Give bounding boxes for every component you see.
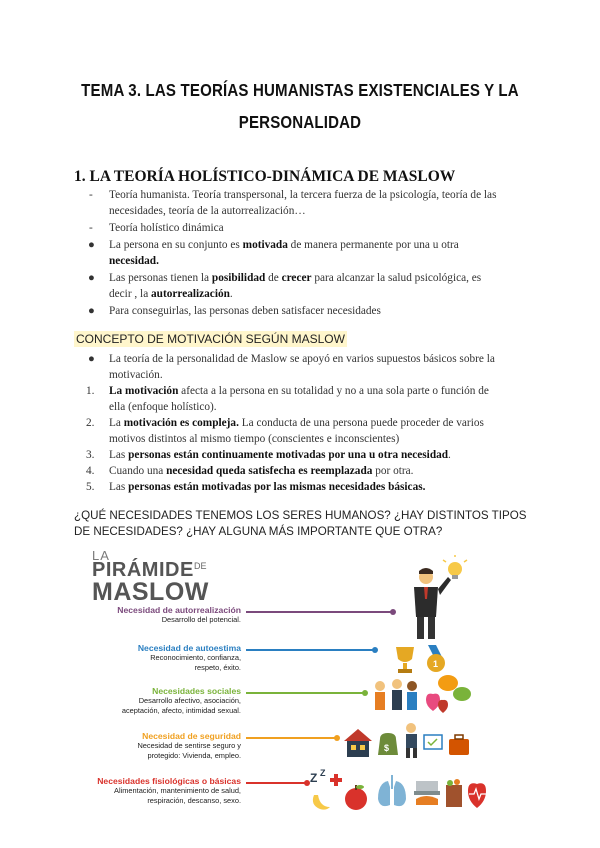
numbered-item-2-line-1: La motivación es compleja. La conducta de una persona puede proceder de varios <box>109 417 484 429</box>
svg-text:$: $ <box>384 743 390 753</box>
pyramid-title-la: LA <box>92 548 110 563</box>
numbered-item-4: Cuando una necesidad queda satisfecha es reemplazada por otra. <box>109 465 414 477</box>
heart-icon <box>426 694 448 713</box>
level-name: Necesidad de autoestima <box>137 643 241 653</box>
concept-bullet-line-1: La teoría de la personalidad de Maslow se apoyó en varios supuestos básicos sobre la <box>109 353 495 365</box>
question-line-1: ¿QUÉ NECESIDADES TENEMOS LOS SERES HUMANOS? ¿HAY DISTINTOS TIPOS <box>74 509 527 522</box>
bullet-marker: ● <box>88 353 95 365</box>
level-autorrealizacion <box>117 605 241 625</box>
bullet-marker: ● <box>88 305 95 317</box>
dash-marker: - <box>89 189 93 201</box>
apple-icon <box>345 785 367 810</box>
section-heading-maslow: 1. LA TEORÍA HOLÍSTICO-DINÁMICA DE MASLOW <box>74 168 456 185</box>
level-desc: Alimentación, mantenimiento de salud, <box>114 786 241 795</box>
concept-heading: CONCEPTO DE MOTIVACIÓN SEGÚN MASLOW <box>76 332 345 346</box>
level-desc: respiración, descanso, sexo. <box>147 796 241 805</box>
numbered-item-5: Las personas están motivadas por las mismas necesidades básicas. <box>109 481 426 493</box>
bullet-item-1-line-2: necesidad. <box>109 255 159 267</box>
trophy-icon <box>396 647 414 673</box>
health-cross-icon <box>330 774 342 786</box>
money-bag-icon <box>378 733 398 755</box>
level-name: Necesidades sociales <box>152 686 241 696</box>
number-marker-5: 5. <box>86 481 95 493</box>
page-title <box>76 74 523 138</box>
level-seguridad <box>137 731 241 761</box>
speech-bubble-icon <box>438 675 471 701</box>
medal-icon <box>427 645 445 672</box>
dash-item-1-line-2: necesidades, teoría de la autorrealización… <box>109 205 306 217</box>
pyramid-icons-illustration <box>296 555 526 820</box>
bullet-marker: ● <box>88 239 95 251</box>
concept-bullet-line-2: motivación. <box>109 369 163 381</box>
level-desc: protegido: Vivienda, empleo. <box>147 751 241 760</box>
lungs-icon <box>378 775 406 806</box>
numbered-item-3: Las personas están continuamente motivadas por una u otra necesidad. <box>109 449 451 461</box>
certificate-icon <box>424 735 442 749</box>
bullet-item-1-line-1: La persona en su conjunto es motivada de manera permanente por una u otra <box>109 239 459 251</box>
svg-text:1: 1 <box>433 659 439 669</box>
svg-text:Z: Z <box>320 768 326 778</box>
title-line-2: PERSONALIDAD <box>238 112 362 132</box>
people-icon <box>375 679 417 710</box>
number-marker-1: 1. <box>86 385 95 397</box>
level-desc: Necesidad de sentirse seguro y <box>137 741 241 750</box>
pyramid-title-maslow: MASLOW <box>92 578 209 606</box>
dash-item-1-line-1: Teoría humanista. Teoría transpersonal, la tercera fuerza de la psicología, teoría de las <box>109 189 497 201</box>
worker-icon <box>406 723 417 758</box>
level-autoestima <box>138 643 241 673</box>
title-line-1: TEMA 3. LAS TEORÍAS HUMANISTAS EXISTENCIALES Y LA <box>81 80 519 100</box>
level-desc: Reconocimiento, confianza, <box>150 653 241 662</box>
groceries-icon <box>446 779 462 807</box>
maslow-pyramid-figure <box>86 545 526 820</box>
numbered-item-1-line-1: La motivación afecta a la persona en su totalidad y no a una sola parte o función de <box>109 385 489 397</box>
dash-marker: - <box>89 222 93 234</box>
sleep-icon <box>310 768 330 810</box>
bullet-marker: ● <box>88 272 95 284</box>
level-name: Necesidad de autorrealización <box>117 605 241 615</box>
level-sociales <box>122 686 241 716</box>
dash-item-2: Teoría holístico dinámica <box>109 222 224 234</box>
svg-text:Z: Z <box>310 771 318 785</box>
pyramid-title-piramide: PIRÁMIDE <box>92 559 194 581</box>
level-fisiologicas <box>97 776 241 806</box>
lightbulb-icon <box>443 555 467 579</box>
numbered-item-1-line-2: ella (enfoque holístico). <box>109 401 217 413</box>
numbered-item-2-line-2: motivos distintos al mismo tiempo (conscientes e inconscientes) <box>109 433 400 445</box>
level-name: Necesidades fisiológicas o básicas <box>97 776 241 786</box>
level-desc: aceptación, afecto, intimidad sexual. <box>121 706 241 715</box>
number-marker-3: 3. <box>86 449 95 461</box>
briefcase-icon <box>449 735 469 755</box>
businessman-icon <box>414 568 451 639</box>
pyramid-title-de: DE <box>194 561 207 571</box>
house-icon <box>344 729 372 757</box>
level-desc: respeto, éxito. <box>194 663 241 672</box>
heartbeat-icon <box>468 783 486 808</box>
number-marker-2: 2. <box>86 417 95 429</box>
level-name: Necesidad de seguridad <box>142 731 241 741</box>
level-desc: Desarrollo afectivo, asociación, <box>138 696 241 705</box>
bed-icon <box>414 781 440 805</box>
question-line-2: DE NECESIDADES? ¿HAY ALGUNA MÁS IMPORTANTE QUE OTRA? <box>74 525 443 538</box>
bullet-item-3: Para conseguirlas, las personas deben satisfacer necesidades <box>109 305 381 317</box>
level-desc: Desarrollo del potencial. <box>161 615 241 624</box>
number-marker-4: 4. <box>86 465 95 477</box>
bullet-item-2-line-1: Las personas tienen la posibilidad de crecer para alcanzar la salud psicológica, es <box>109 272 482 284</box>
bullet-item-2-line-2: decir , la autorrealización. <box>109 288 233 300</box>
